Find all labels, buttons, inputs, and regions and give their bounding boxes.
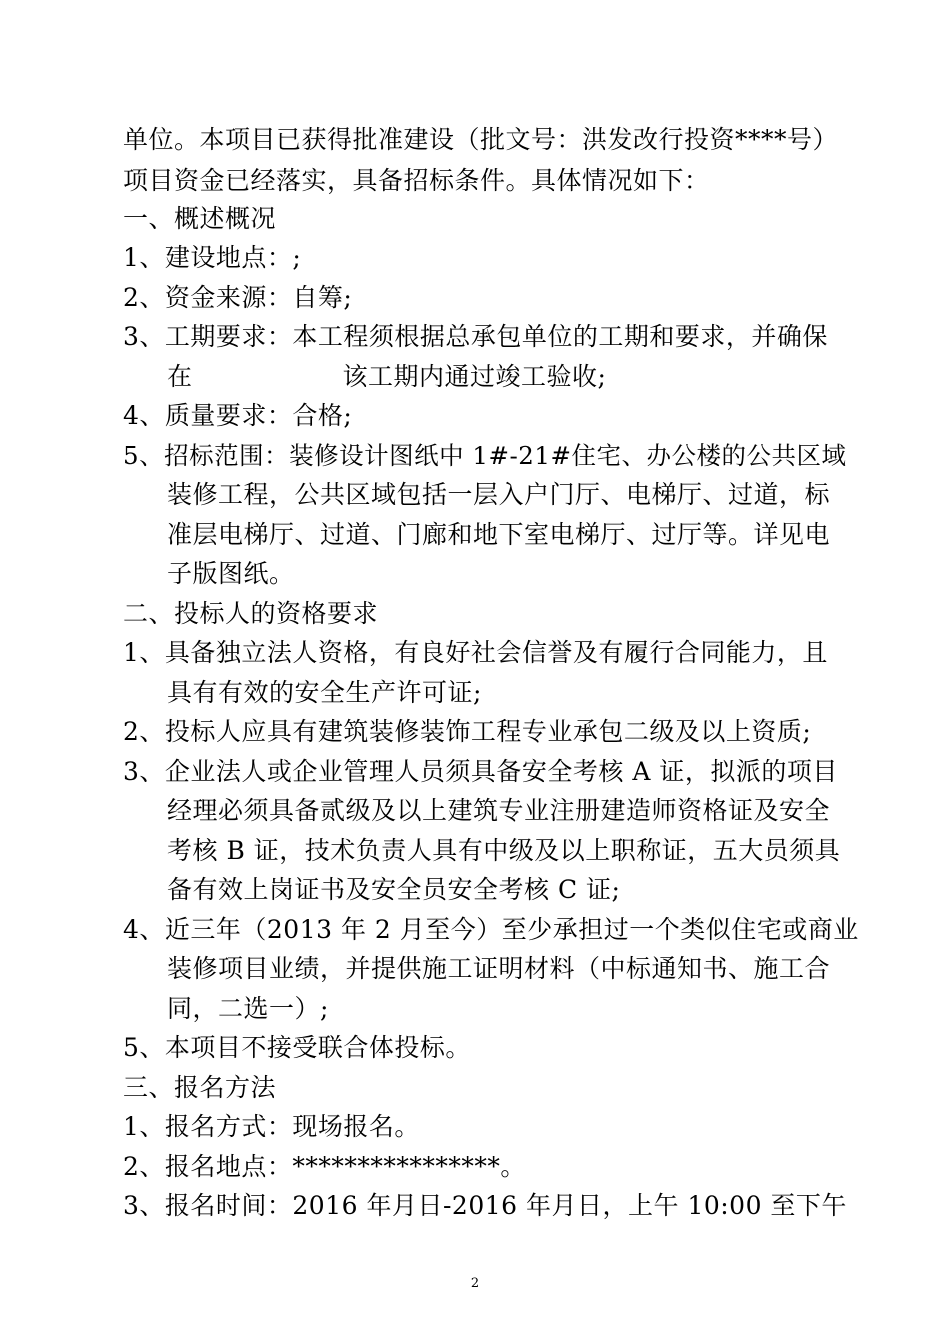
list-item: 2、报名地点：****************。 <box>123 1152 526 1181</box>
section-heading: 一、概述概况 <box>123 204 277 233</box>
section-heading: 二、投标人的资格要求 <box>123 599 379 628</box>
list-item: 3、企业法人或企业管理人员须具备安全考核 A 证，拟派的项目 <box>123 757 838 786</box>
text-line: 子版图纸。 <box>167 559 295 588</box>
text-line: 准层电梯厅、过道、门廊和地下室电梯厅、过厅等。详见电 <box>167 520 831 549</box>
text-line: 装修项目业绩，并提供施工证明材料（中标通知书、施工合 <box>167 954 831 983</box>
section-heading: 三、报名方法 <box>123 1073 277 1102</box>
list-item: 5、招标范围：装修设计图纸中 1#-21#住宅、办公楼的公共区域 <box>123 441 847 470</box>
list-item: 3、工期要求：本工程须根据总承包单位的工期和要求，并确保 <box>123 322 828 351</box>
list-item: 2、投标人应具有建筑装修装饰工程专业承包二级及以上资质; <box>123 717 812 746</box>
list-item: 4、近三年（2013 年 2 月至今）至少承担过一个类似住宅或商业 <box>123 915 859 944</box>
text-fragment: 在 <box>167 362 193 391</box>
list-item: 3、报名时间：2016 年月日-2016 年月日，上午 10:00 至下午 <box>123 1191 847 1220</box>
text-line: 装修工程，公共区域包括一层入户门厅、电梯厅、过道，标 <box>167 480 831 509</box>
text-line: 同，二选一）; <box>167 994 329 1023</box>
page-number: 2 <box>470 1276 480 1291</box>
text-line: 备有效上岗证书及安全员安全考核 C 证; <box>167 875 621 904</box>
list-item: 1、报名方式：现场报名。 <box>123 1112 420 1141</box>
list-item: 2、资金来源：自筹; <box>123 283 353 312</box>
list-item: 1、具备独立法人资格，有良好社会信誉及有履行合同能力，且 <box>123 638 828 667</box>
text-line: 考核 B 证，技术负责人具有中级及以上职称证，五大员须具 <box>167 836 841 865</box>
text-line: 具有有效的安全生产许可证; <box>167 678 482 707</box>
text-line: 经理必须具备贰级及以上建筑专业注册建造师资格证及安全 <box>167 796 831 825</box>
list-item: 5、本项目不接受联合体投标。 <box>123 1033 471 1062</box>
text-line: 单位。本项目已获得批准建设（批文号：洪发改行投资****号） <box>123 125 839 154</box>
list-item: 1、建设地点：; <box>123 243 302 272</box>
text-fragment: 该工期内通过竣工验收; <box>342 362 607 391</box>
text-line: 项目资金已经落实，具备招标条件。具体情况如下： <box>123 166 710 195</box>
text-line <box>167 361 606 393</box>
list-item: 4、质量要求：合格; <box>123 401 353 430</box>
